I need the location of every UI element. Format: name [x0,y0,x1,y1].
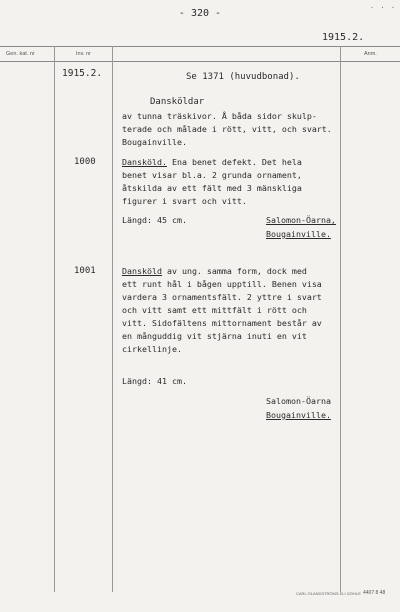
entry-description-line: av tunna träskivor. Å båda sidor skulp- [122,111,317,121]
item-number: 1001 [74,266,96,276]
entry-year: 1915.2. [62,68,103,79]
item-description-line: vitt. Sidofältens mittornament består av [122,318,322,328]
item-number: 1000 [74,157,96,167]
header-year: 1915.2. [322,32,365,43]
item-place: Bougainville. [266,410,331,420]
item-description-line: vardera 3 ornamentsfält. 2 yttre i svart [122,292,322,302]
item-collector: Salomon-Öarna [266,396,331,406]
item-place: Bougainville. [266,229,331,239]
item-description-line: cirkellinje. [122,344,182,354]
corner-mark: · · · [370,4,397,12]
reference-title: Se 1371 (huvudbonad). [186,72,300,82]
column-divider-anm [340,46,341,592]
item-description-line [122,266,307,276]
page-number: - 320 - [178,8,222,19]
column-divider-inv [112,46,113,592]
item-length: Längd: 41 cm. [122,376,187,386]
item-description-line [122,157,302,167]
item-description-line: åtskilda av ett fält med 3 mänskliga [122,183,302,193]
item-collector: Salomon-Öarna, [266,215,336,225]
column-divider-gen-kat [54,46,55,592]
item-title: Dansköld [122,266,162,276]
item-description-line: och vitt samt ett mittfält i rött och [122,305,307,315]
entry-name: Dansköldar [150,97,205,107]
item-title: Dansköld. [122,157,167,167]
item-description-line: figurer i svart och vitt. [122,196,247,206]
printer-note: CARL ÖLANDSTRÖMS ELI GÖHLE [296,591,361,596]
column-header-gen-kat: Gen. kat. nr [6,51,35,57]
item-description-text: Ena benet defekt. Det hela [166,157,302,167]
entry-description-line: Bougainville. [122,137,187,147]
item-description-text: av ung. samma form, dock med [161,266,307,276]
column-header-inv: Inv. nr [76,51,91,57]
item-description-line: en månguddig vit stjärna inuti en vit [122,331,307,341]
entry-description-line: terade och målade i rött, vitt, och svart. [122,124,332,134]
column-header-anm: Anm. [364,51,377,57]
item-length: Längd: 45 cm. [122,215,187,225]
item-description-line: benet visar bl.a. 2 grunda ornament, [122,170,302,180]
form-code: 4407 8 48 [363,590,386,596]
item-description-line: ett runt hål i bågen upptill. Benen visa [122,279,322,289]
